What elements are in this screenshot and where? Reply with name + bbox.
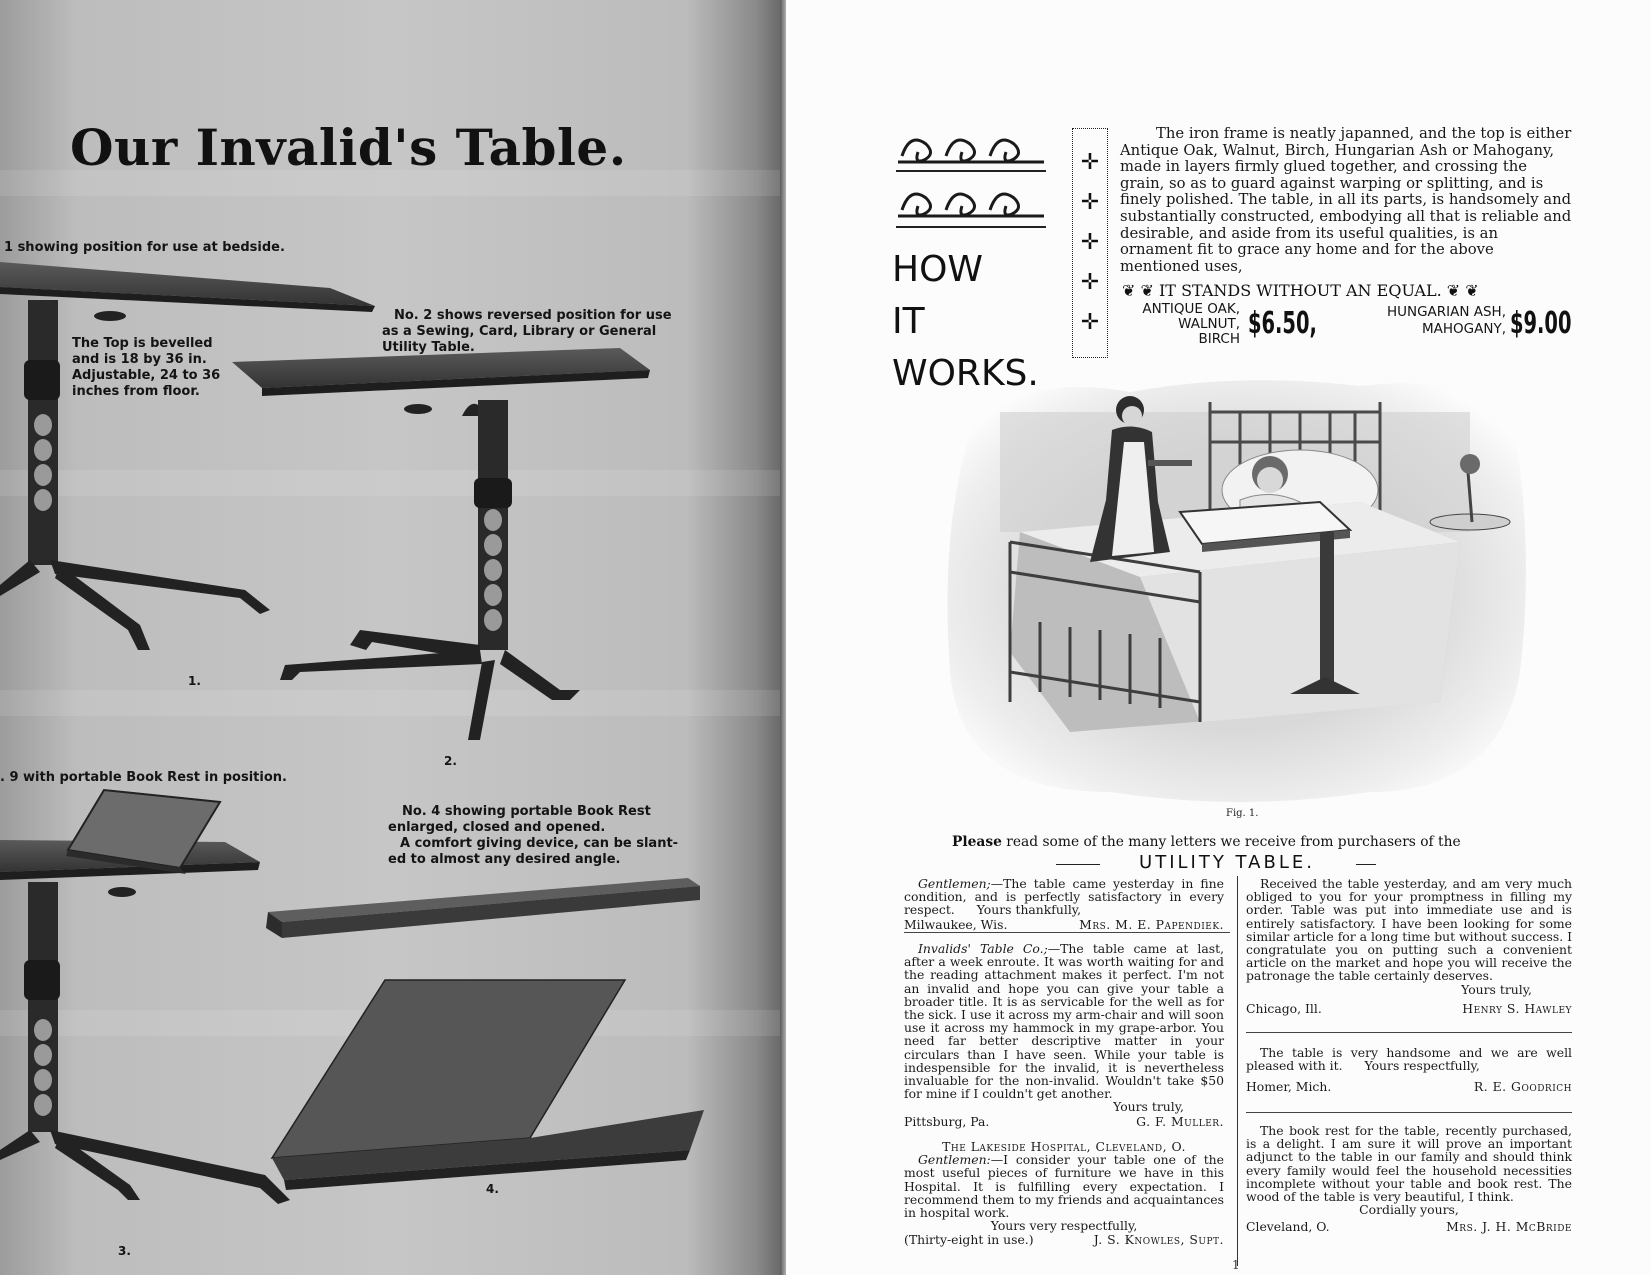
left-page-title: Our Invalid's Table. [70,118,627,177]
how-it-works-heading: HOW IT WORKS. [892,249,1039,394]
page-number: 1 [1232,1258,1240,1272]
caption-fig2: No. 2 shows reversed position for use as a Sewing, Card, Library or General Utility Table. [382,308,672,355]
fig-number-4: 4. [486,1182,499,1196]
caption-fig3: . 9 with portable Book Rest in position. [0,770,287,785]
woods-list-left: ANTIQUE OAK, WALNUT, BIRCH [1142,301,1240,347]
price-left: $6.50, [1248,306,1317,341]
fleuron-icon: ✛ [1080,190,1100,215]
scroll-ornament-top [896,126,1046,172]
woods-list-right: HUNGARIAN ASH, MAHOGANY, [1386,304,1506,337]
top-dimensions-note: The Top is bevelled and is 18 by 36 in. Adjustable, 24 to 36 inches from floor. [72,336,221,399]
price-right: $9.00 [1510,306,1572,341]
fleuron-border [1072,128,1108,358]
letters-intro-line: Please read some of the many letters we receive from purchasers of the [952,834,1461,850]
fleuron-icon: ✛ [1080,270,1100,295]
fleuron-icon: ✛ [1080,230,1100,255]
bedroom-scene-illustration [940,372,1534,812]
invalid-table-illustrations [0,0,780,1275]
testimonial-letter: The table is very handsome and we are well pleased with it. Yours respectfully, Homer, Mich. R. E. Goodrich [1246,1045,1572,1095]
ornament-rule [896,226,1046,228]
testimonial-letter: The Lakeside Hospital, Cleveland, O. Gentlemen:—I consider your table one of the most useful pieces of furniture we have in this Hospital. It is fulfilling every expectation. I recommend them to my friends and acquaintances in hospital work. Yours very respectfully, (Thirty-eight in use.) J. S. Knowles, Supt. [904,1139,1224,1248]
fig-number-3: 3. [118,1244,131,1258]
table-3-illustration [0,790,290,1204]
fleuron-icon: ✛ [1080,310,1100,335]
book-rest-illustration [266,878,704,1190]
fig-number-2: 2. [444,754,457,768]
caption-fig1: 1 showing position for use at bedside. [4,240,285,255]
letter-separator [1246,1112,1572,1113]
table-1-illustration [0,262,375,650]
utility-table-heading: UTILITY TABLE. [1092,852,1362,873]
testimonial-letter: Invalids' Table Co.;—The table came at last, after a week enroute. It was worth waiting for and the reading attachment makes it perfect. I'm not an invalid and hope you can give your table a broader title. It is as servicable for the well as for the sick. I use it across my arm-chair and will soon use it across my hammock in my grape-arbor. You need far better descriptive matter in your circulars than I have seen. While your table is indespensible for the invalid, it is nevertheless invaluable for the non-invalid. Wouldn't take $50 for mine if I couldn't get another. Yours truly, Pittsburg, Pa. G. F. Muller. [904,941,1225,1129]
intro-paragraph: The iron frame is neatly japanned, and the top is either Antique Oak, Walnut, Birch, Hungarian Ash or Mahogany, made in layers firmly glued together, and crossing the grain, so as to guard against warping or splitting, and is finely polished. The table, in all its parts, is handsomely and substantially constructed, embodying all that is reliable and desirable, and aside from its useful qualities, is an ornament fit to grace any home and for the above mentioned uses, [1120,125,1572,275]
letter-separator [1246,1032,1572,1033]
letter-separator [904,932,1230,933]
left-page [0,0,780,1275]
scroll-ornament-bottom [896,180,1046,226]
column-divider [1237,876,1238,1266]
ornament-rule [896,170,1046,172]
testimonial-letter: Gentlemen;—The table came yesterday in fine condition, and is perfectly satisfactory in every respect. Yours thankfully, Milwaukee, Wis. Mrs. M. E. Papendiek. [904,876,1224,932]
testimonial-letter: The book rest for the table, recently purchased, is a delight. I am sure it will prove an important adjunct to the table in our family and should think every family would feel the household necessities incomplete without your table and book rest. The wood of the table is very beautiful, I think. Cordially yours, Cleveland, O. Mrs. J. H. McBride [1246,1123,1572,1235]
fig-number-1: 1. [188,674,201,688]
testimonial-letter: Received the table yesterday, and am very much obliged to you for your promptness in filling my order. Table was put into immediate use and is entirely satisfactory. I have been looking for some similar article for a long time but without success. I congratulate you on putting such a convenient article on the market and hope you will receive the patronage the table certainly deserves. Yours truly, Chicago, Ill. Henry S. Hawley [1246,876,1572,1016]
fleuron-icon: ✛ [1080,150,1100,175]
table-2-illustration [232,348,650,740]
without-equal-line: ❦ ❦ IT STANDS WITHOUT AN EQUAL. ❦ ❦ [1122,281,1479,300]
figure-caption: Fig. 1. [1226,808,1259,819]
caption-fig4: No. 4 showing portable Book Rest enlarged, closed and opened. A comfort giving device, can be slant- ed to almost any desired angle. [388,804,679,867]
